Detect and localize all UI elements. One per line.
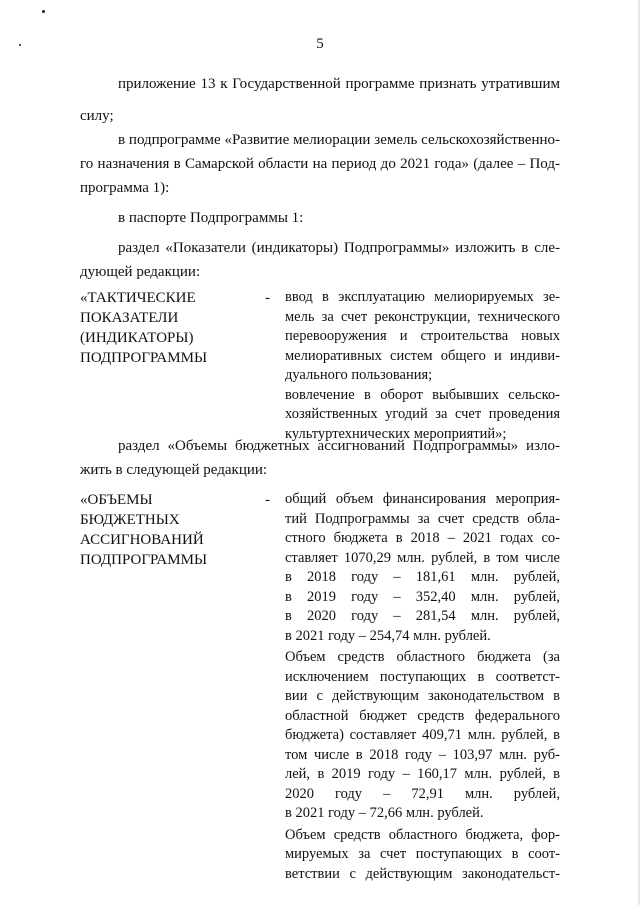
paragraph-line: программа 1): xyxy=(80,180,170,196)
paragraph-5 xyxy=(80,434,560,482)
value-line: вовлечение в оборот выбывших сельско- xyxy=(285,386,560,403)
value-line: Объем средств областного бюджета, фор- xyxy=(285,826,560,843)
value-line: мель за счет реконструкции, технического xyxy=(285,308,560,325)
value-line: в 2019 году – 352,40 млн. рублей, xyxy=(285,588,560,605)
paragraph-2 xyxy=(80,128,560,200)
label-line: ПОДПРОГРАММЫ xyxy=(80,552,208,568)
value-line: вии с действующим законодательством в xyxy=(285,688,560,704)
label-line: АССИГНОВАНИЙ xyxy=(80,532,204,548)
value-line: в 2021 году – 72,66 млн. рублей. xyxy=(285,805,484,821)
stray-mark xyxy=(42,10,45,13)
label-line: ПОКАЗАТЕЛИ xyxy=(80,310,179,326)
section-dash: - xyxy=(265,492,270,508)
value-line: хозяйственных угодий за счет проведения xyxy=(285,406,560,422)
section-label-budget xyxy=(80,490,250,570)
value-line: ветствии с действующим законодательст- xyxy=(285,865,560,882)
label-line: ПОДПРОГРАММЫ xyxy=(80,350,208,366)
value-line: областной бюджет средств федерального xyxy=(285,707,560,724)
value-line: перевооружения и строительства новых xyxy=(285,328,560,344)
paragraph-4 xyxy=(80,236,560,284)
value-line: ввод в эксплуатацию мелиорируемых зе- xyxy=(285,289,560,305)
value-line: мелиоративных систем общего и индиви- xyxy=(285,347,560,364)
label-line: «ОБЪЕМЫ xyxy=(80,492,153,508)
value-line: в 2018 году – 181,61 млн. рублей, xyxy=(285,569,560,585)
paragraph-line: дующей редакции: xyxy=(80,264,201,280)
value-line: общий объем финансирования мероприя- xyxy=(285,491,560,507)
page-number: 5 xyxy=(316,36,324,52)
paragraph-line: раздел «Объемы бюджетных ассигнований Подпрограммы» изло- xyxy=(118,438,560,454)
section-label-indicators xyxy=(80,288,250,368)
value-line: лей, в 2019 году – 160,17 млн. рублей, в xyxy=(285,766,560,782)
paragraph-1 xyxy=(80,72,560,128)
value-line: Объем средств областного бюджета (за xyxy=(285,649,560,665)
paragraph-line: силу; xyxy=(80,108,114,124)
paragraph-line: в подпрограмме «Развитие мелиорации земель сельскохозяйственно- xyxy=(118,132,560,148)
paragraph-line: в паспорте Подпрограммы 1: xyxy=(118,210,304,226)
label-line: БЮДЖЕТНЫХ xyxy=(80,512,180,528)
paragraph-3 xyxy=(80,206,560,230)
value-line: 2020 году – 72,91 млн. рублей, xyxy=(285,785,560,802)
paragraph-line: жить в следующей редакции: xyxy=(80,462,268,478)
value-line: дуального пользования; xyxy=(285,367,433,383)
section-value-budget xyxy=(285,490,560,884)
label-line: «ТАКТИЧЕСКИЕ xyxy=(80,290,196,306)
value-line: культуртехнических мероприятий»; xyxy=(285,425,507,442)
paragraph-line: раздел «Показатели (индикаторы) Подпрограммы» изложить в сле- xyxy=(118,240,560,256)
section-dash: - xyxy=(265,290,270,306)
value-line: в 2020 году – 281,54 млн. рублей, xyxy=(285,608,560,624)
paragraph-line: го назначения в Самарской области на период до 2021 года» (далее – Под- xyxy=(80,156,560,172)
value-line: исключением поступающих в соответст- xyxy=(285,668,560,685)
value-line: тий Подпрограммы за счет средств обла- xyxy=(285,510,560,527)
value-line: в 2021 году – 254,74 млн. рублей. xyxy=(285,627,491,644)
value-line: бюджета) составляет 409,71 млн. рублей, в xyxy=(285,727,560,743)
value-line: мируемых за счет поступающих в соот- xyxy=(285,846,560,862)
paragraph-line: приложение 13 к Государственной программе признать утратившим xyxy=(118,76,560,92)
value-line: ставляет 1070,29 млн. рублей, в том числе xyxy=(285,549,560,566)
value-line: том числе в 2018 году – 103,97 млн. руб- xyxy=(285,746,560,763)
label-line: (ИНДИКАТОРЫ) xyxy=(80,330,194,346)
value-line: стного бюджета в 2018 – 2021 годах со- xyxy=(285,530,560,546)
section-value-indicators xyxy=(285,288,560,444)
